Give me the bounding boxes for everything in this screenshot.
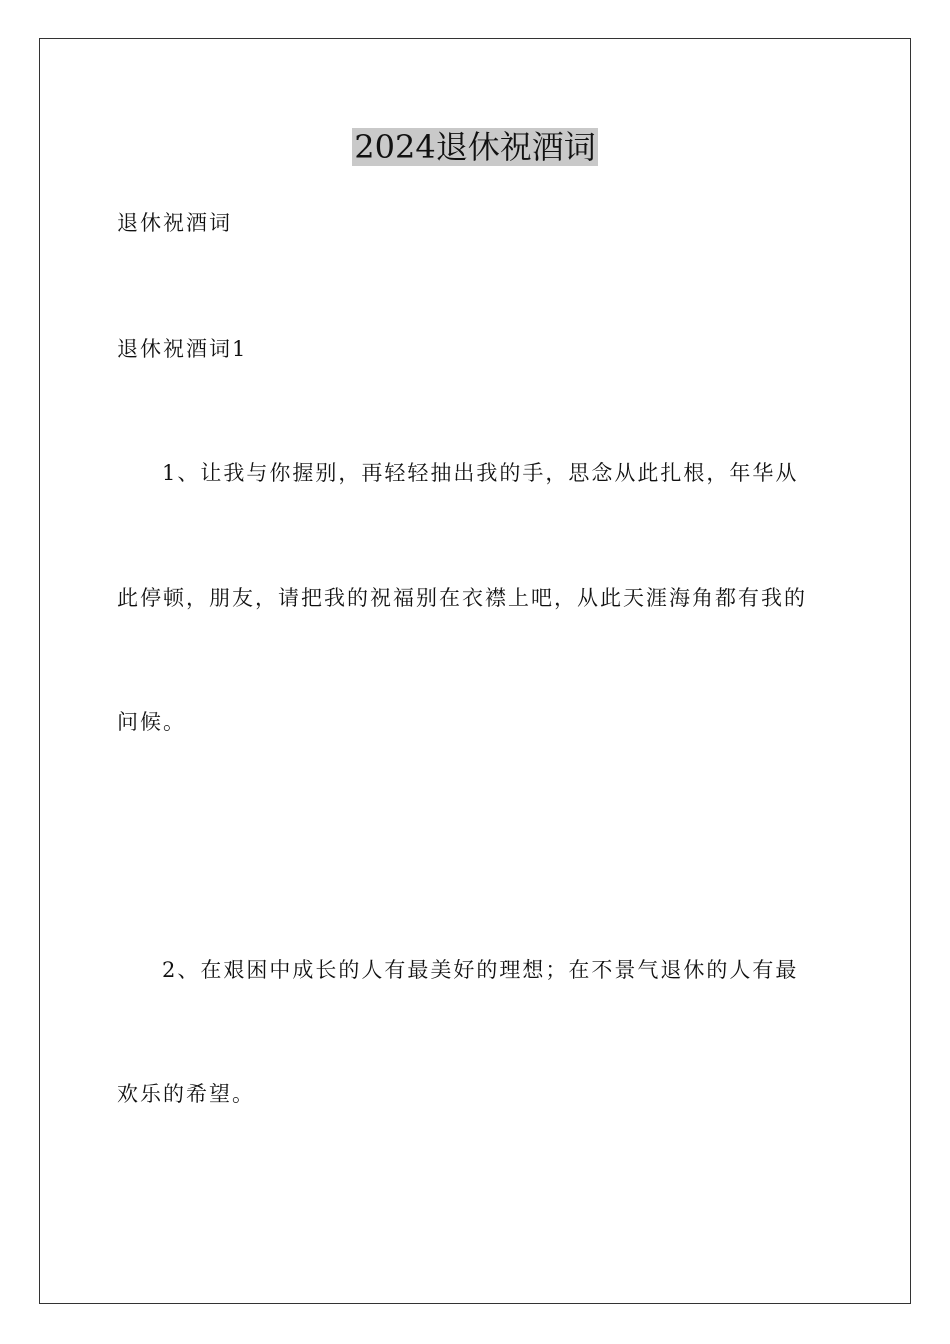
paragraph-1-line-2: 此停顿，朋友，请把我的祝福别在衣襟上吧，从此天涯海角都有我的 [117,586,807,610]
document-subtitle: 退休祝酒词 [117,211,232,235]
section-heading: 退休祝酒词1 [117,337,248,361]
paragraph-1-line-3: 问候。 [117,710,186,734]
document-title: 2024退休祝酒词 [354,128,596,166]
paragraph-2-line-2: 欢乐的希望。 [117,1082,255,1106]
title-container [0,128,950,166]
paragraph-1-line-1: 1、让我与你握别，再轻轻抽出我的手，思念从此扎根，年华从 [162,461,799,485]
paragraph-2-line-1: 2、在艰困中成长的人有最美好的理想；在不景气退休的人有最 [162,958,799,982]
